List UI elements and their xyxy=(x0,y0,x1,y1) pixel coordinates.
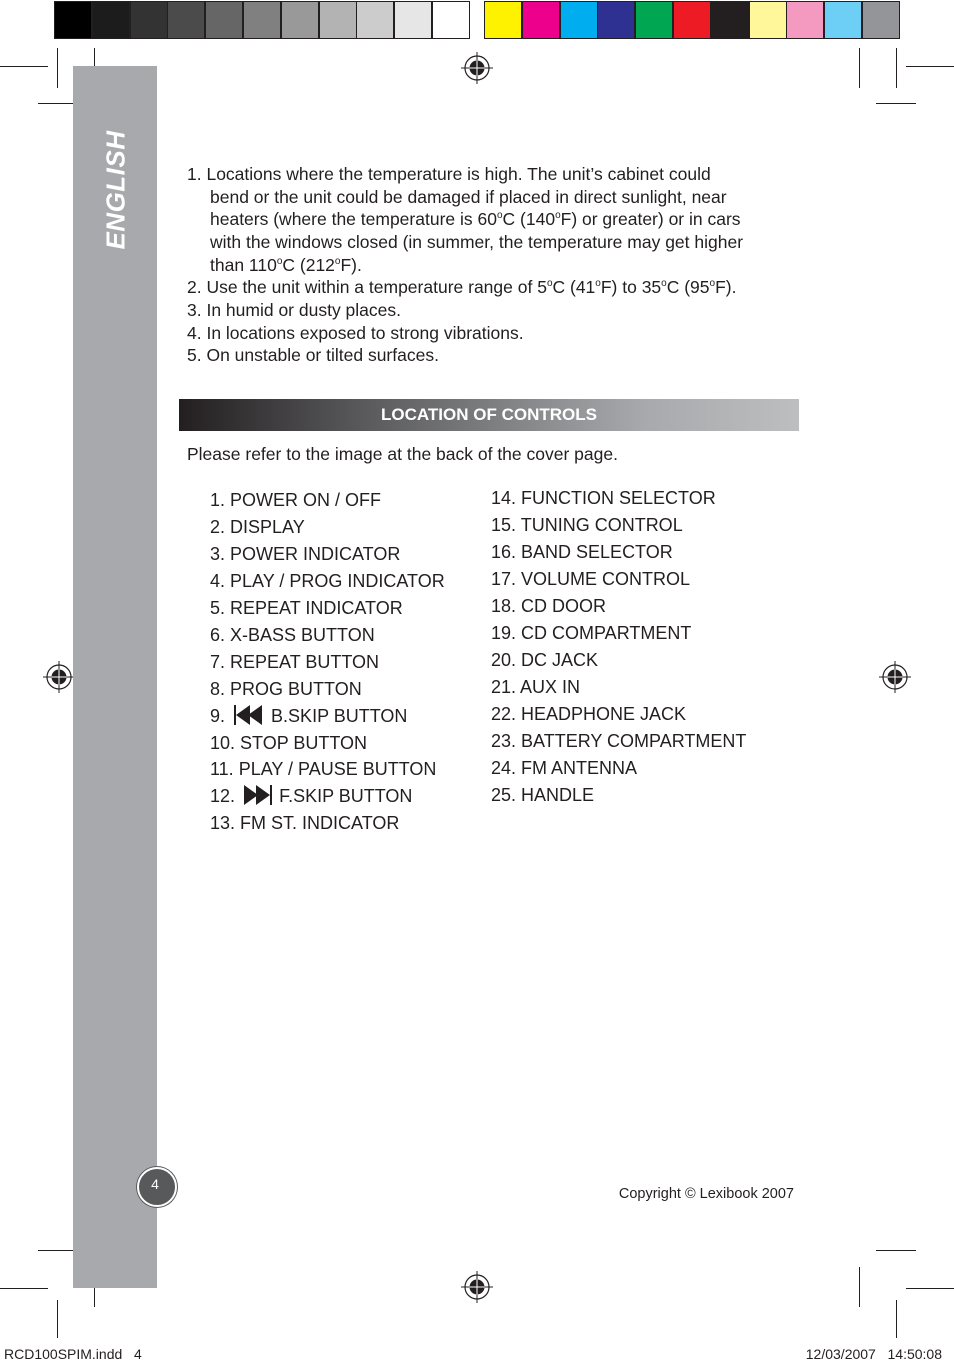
list-item: 3. In humid or dusty places. xyxy=(187,300,401,320)
color-swatch xyxy=(485,2,521,38)
crop-mark xyxy=(859,48,860,88)
grayscale-swatch xyxy=(55,2,91,38)
crop-mark xyxy=(896,48,897,88)
crop-mark xyxy=(906,66,954,67)
control-item xyxy=(210,786,412,807)
control-item: 6. X-BASS BUTTON xyxy=(210,625,375,645)
degree-sign: o xyxy=(546,278,553,289)
color-swatch xyxy=(561,2,597,38)
control-item: 23. BATTERY COMPARTMENT xyxy=(491,731,747,751)
control-item: 4. PLAY / PROG INDICATOR xyxy=(210,571,445,591)
text-segment: C (212 xyxy=(282,255,335,275)
color-swatch xyxy=(825,2,861,38)
degree-sign: o xyxy=(595,278,601,289)
degree-sign: o xyxy=(496,210,503,221)
control-item xyxy=(210,706,407,727)
grayscale-swatch xyxy=(168,2,204,38)
control-number: 9. xyxy=(210,706,226,726)
list-item: 5. On unstable or tilted surfaces. xyxy=(187,345,439,365)
list-item: 1. Locations where the temperature is high. The unit’s cabinet could xyxy=(187,164,711,184)
control-item: 1. POWER ON / OFF xyxy=(210,490,382,510)
text-segment: C (140 xyxy=(502,209,556,229)
copyright-notice: Copyright © Lexibook 2007 xyxy=(618,1186,794,1202)
control-item: 14. FUNCTION SELECTOR xyxy=(491,488,716,508)
grayscale-swatch xyxy=(320,2,356,38)
grayscale-swatch xyxy=(395,2,431,38)
color-swatch xyxy=(712,2,748,38)
degree-sign: o xyxy=(276,256,283,267)
control-label: B.SKIP BUTTON xyxy=(271,706,408,726)
degree-sign: o xyxy=(334,256,341,267)
degree-sign: o xyxy=(709,278,716,289)
control-item: 13. FM ST. INDICATOR xyxy=(210,813,400,833)
grayscale-swatch xyxy=(282,2,318,38)
grayscale-swatch xyxy=(131,2,167,38)
crop-mark xyxy=(906,1288,954,1289)
crop-mark xyxy=(0,66,48,67)
color-swatch xyxy=(863,2,899,38)
grayscale-swatch xyxy=(433,2,469,38)
control-item: 22. HEADPHONE JACK xyxy=(491,704,687,724)
color-swatch xyxy=(523,2,559,38)
text-segment: than 110 xyxy=(210,255,277,275)
text-segment: F) to 35 xyxy=(600,277,662,297)
crop-mark xyxy=(0,1288,48,1289)
crop-mark xyxy=(38,1250,78,1251)
control-item: 18. CD DOOR xyxy=(491,596,607,616)
crop-mark xyxy=(896,1300,897,1338)
control-label: F.SKIP BUTTON xyxy=(279,786,413,806)
control-item: 10. STOP BUTTON xyxy=(210,733,368,753)
control-item: 15. TUNING CONTROL xyxy=(491,515,683,535)
list-item: bend or the unit could be damaged if placed in direct sunlight, near xyxy=(210,187,727,207)
registration-mark-icon xyxy=(879,661,911,693)
control-item: 25. HANDLE xyxy=(491,785,595,805)
control-item: 7. REPEAT BUTTON xyxy=(210,652,380,672)
control-item: 11. PLAY / PAUSE BUTTON xyxy=(210,759,437,779)
crop-mark xyxy=(57,1300,58,1338)
control-item: 16. BAND SELECTOR xyxy=(491,542,673,562)
list-item xyxy=(210,254,362,277)
text-segment: 2. Use the unit within a temperature range of 5 xyxy=(187,277,547,297)
text-segment: C (41 xyxy=(552,277,596,297)
text-segment: C (95 xyxy=(666,277,710,297)
registration-mark-icon xyxy=(43,661,75,693)
print-timestamp: 12/03/2007 14:50:08 xyxy=(805,1346,942,1362)
language-label-text: ENGLISH xyxy=(100,130,131,250)
registration-mark-icon xyxy=(461,52,493,84)
color-swatch xyxy=(787,2,823,38)
list-item: 4. In locations exposed to strong vibrations. xyxy=(187,323,524,343)
color-swatch xyxy=(750,2,786,38)
skip-back-icon xyxy=(234,703,264,727)
color-swatch xyxy=(598,2,634,38)
control-item: 21. AUX IN xyxy=(491,677,581,697)
text-segment: F). xyxy=(715,277,737,297)
control-item: 8. PROG BUTTON xyxy=(210,679,362,699)
control-item: 3. POWER INDICATOR xyxy=(210,544,401,564)
control-item: 19. CD COMPARTMENT xyxy=(491,623,692,643)
list-item: with the windows closed (in summer, the temperature may get higher xyxy=(210,232,744,252)
registration-mark-icon xyxy=(461,1271,493,1303)
color-swatch xyxy=(674,2,710,38)
grayscale-swatch xyxy=(357,2,393,38)
section-title: LOCATION OF CONTROLS xyxy=(381,405,597,424)
control-item: 20. DC JACK xyxy=(491,650,599,670)
list-item xyxy=(187,276,736,299)
crop-mark xyxy=(876,1250,916,1251)
text-segment: heaters (where the temperature is 60 xyxy=(210,209,497,229)
file-slug: RCD100SPIM.indd 4 xyxy=(4,1346,142,1362)
crop-mark xyxy=(38,103,78,104)
degree-sign: o xyxy=(555,210,561,221)
list-item xyxy=(210,208,741,231)
control-item: 5. REPEAT INDICATOR xyxy=(210,598,403,618)
page-number: 4 xyxy=(151,1176,159,1192)
crop-mark xyxy=(876,103,916,104)
crop-mark xyxy=(57,48,58,88)
grayscale-swatch xyxy=(206,2,242,38)
text-segment: F). xyxy=(340,255,362,275)
grayscale-swatch xyxy=(244,2,280,38)
refer-text: Please refer to the image at the back of the cover page. xyxy=(187,444,618,464)
color-swatch xyxy=(636,2,672,38)
text-segment: F) or greater) or in cars xyxy=(560,209,741,229)
control-item: 24. FM ANTENNA xyxy=(491,758,638,778)
control-item: 17. VOLUME CONTROL xyxy=(491,569,691,589)
language-label xyxy=(96,120,136,260)
grayscale-swatch xyxy=(93,2,129,38)
crop-mark xyxy=(859,1267,860,1307)
control-item: 2. DISPLAY xyxy=(210,517,305,537)
control-number: 12. xyxy=(210,786,236,806)
degree-sign: o xyxy=(661,278,667,289)
skip-forward-icon xyxy=(242,783,272,807)
